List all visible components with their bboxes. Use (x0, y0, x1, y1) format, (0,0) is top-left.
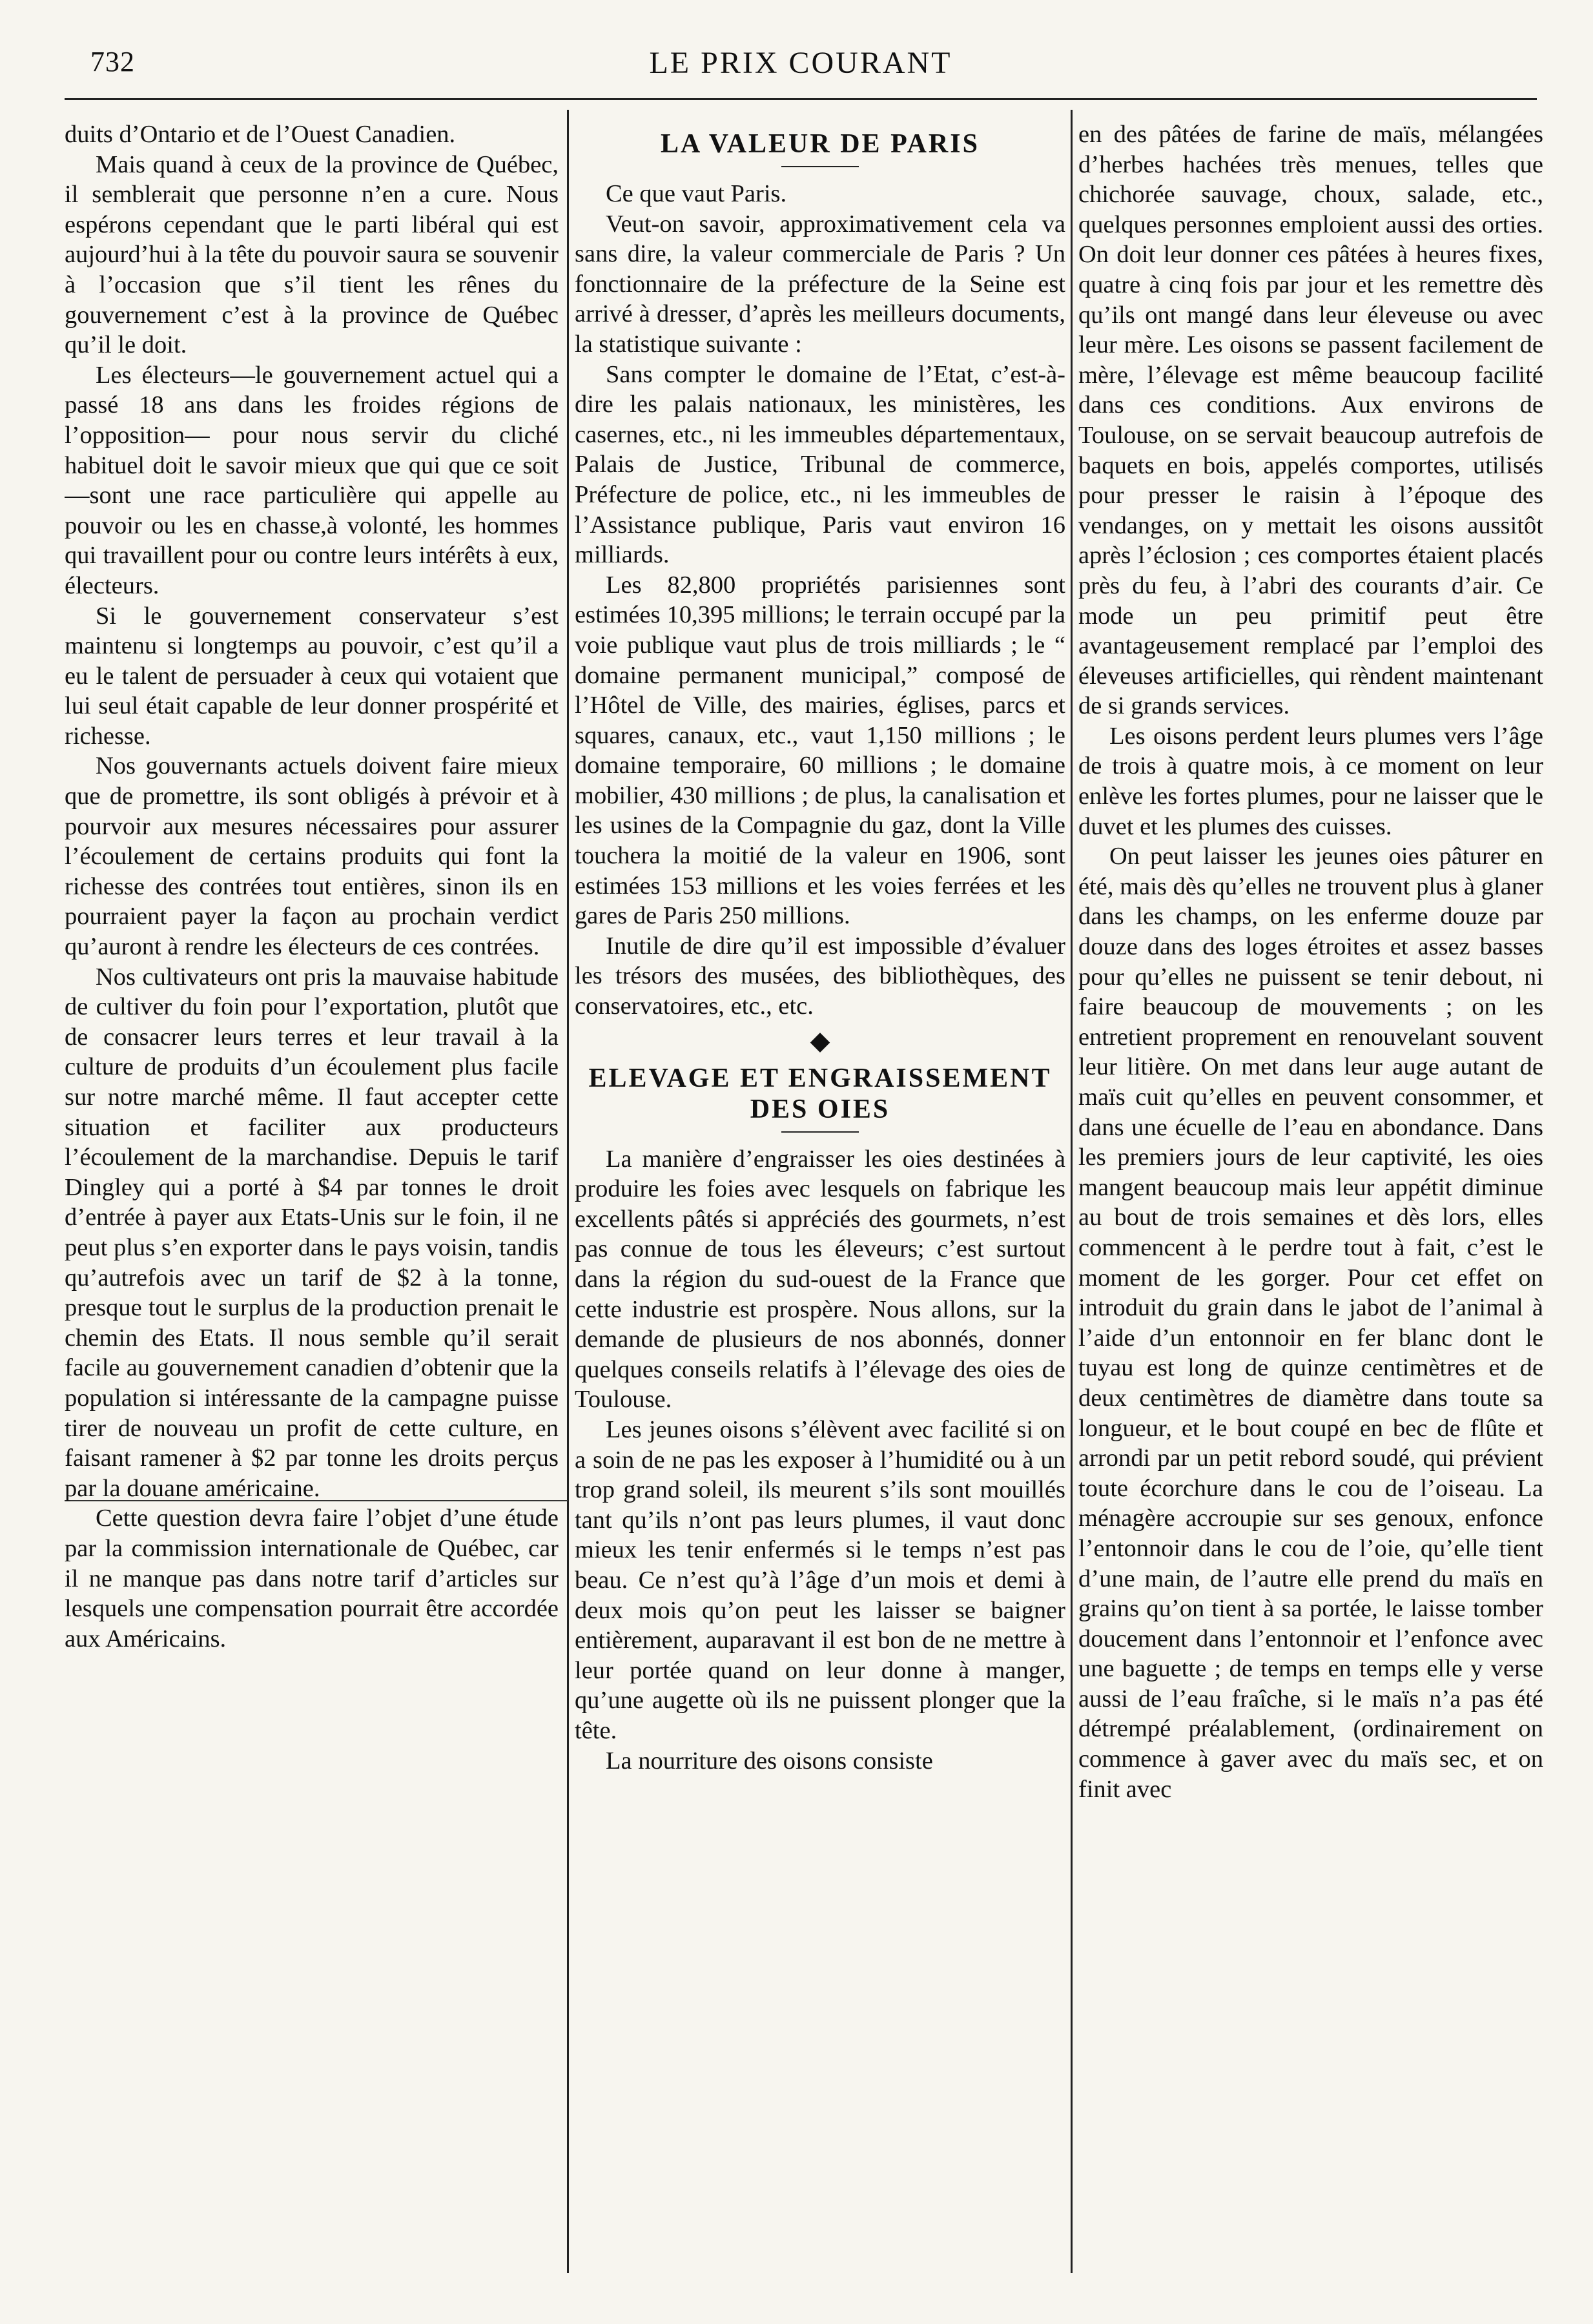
article-title-elevage-des-oies: ELEVAGE ET ENGRAISSEMENT DES OIES (588, 1063, 1052, 1124)
paragraph: Veut-on savoir, approximativement cela va sans dire, la valeur commerciale de Paris ? Un fonctionnaire de la préfecture de la Seine est arrivé à dresser, d’après les meilleurs documents, la statistique suivante : (575, 210, 1065, 358)
paragraph: La nourriture des oisons consiste (606, 1747, 933, 1774)
paragraph: Les oisons perdent leurs plumes vers l’âge de trois à quatre mois, à ce moment on leur enlève les fortes plumes, pour ne laisser que le duvet et les plumes des cuisses. (1078, 722, 1543, 840)
paragraph: Les 82,800 propriétés parisiennes sont estimées 10,395 millions; le terrain occupé par la voie publique vaut plus de trois milliards ; le “ domaine permanent municipal,” composé de l’Hôtel de Ville, des mairies, églises, parcs et squares, canaux, etc., vaut 1,150 millions ; le domaine temporaire, 60 millions ; le domaine mobilier, 430 millions ; de plus, la canalisation et les usines de la Compagnie du gaz, dont la Ville touchera la moitié de la valeur en 1906, sont estimées 153 millions et les voies ferrées et les gares de Paris 250 millions. (575, 571, 1065, 930)
paragraph: Ce que vaut Paris. (606, 180, 787, 207)
paragraph: Si le gouvernement conservateur s’est maintenu si longtemps au pouvoir, c’est qu’il a eu le talent de persuader à ceux qui votaient que lui seul était capable de leur donner prospérité et richesse. (65, 602, 559, 750)
paragraph: Cette question devra faire l’objet d’une étude par la commission internationale de Québec, car il ne manque pas dans notre tarif d’articles sur lesquels une compensation pourrait être accordée aux Américains. (65, 1505, 559, 1652)
paragraph: On peut laisser les jeunes oies pâturer en été, mais dès qu’elles ne trouvent plus à glaner dans les champs, on les enferme douze par douze dans des loges étroites et assez basses pour qu’elles ne puissent se tenir debout, ni faire beaucoup de mouvements ; on les entretient proprement en renouvelant souvent leur litière. On met dans leur auge autant de maïs cuit qu’elles en peuvent consommer, et dans une écuelle de l’eau en abondance. Dans les premiers jours de leur captivité, les oies mangent beaucoup mais leur appétit diminue au bout de trois semaines et dès lors, elles commencent à le perdre tout à fait, c’est le moment de les gorger. Pour cet effet on introduit du grain dans le jabot de l’animal à l’aide d’un entonnoir en fer blanc dont le tuyau est long de quinze centimètres et de deux centimètres de diamètre dans toute sa longueur, et le bout coupé en bec de flûte et arrondi par un petit rebord soudé, qui prévient toute écorchure dans le cou de l’oiseau. La ménagère accroupie sur ses genoux, enfonce l’entonnoir dans le cou de l’oie, qu’elle tient d’une main, de l’autre elle prend du maïs en grains qu’on tient à sa portée, le laisse tomber doucement dans l’entonnoir et l’enfonce avec une baguette ; de temps en temps elle y verse aussi de l’eau fraîche, si le maïs n’a pas été détrempé préalablement, (ordinairement on commence à gaver avec du maïs sec, et on finit avec (1078, 843, 1543, 1803)
running-title: LE PRIX COURANT (649, 46, 952, 80)
paragraph: duits d’Ontario et de l’Ouest Canadien. (65, 121, 456, 148)
title-rule (781, 1131, 859, 1133)
column-2 (575, 119, 1065, 2270)
ornament-divider: ◆ (810, 1025, 830, 1055)
header-rule (65, 98, 1537, 100)
article-title-valeur-de-paris: LA VALEUR DE PARIS (661, 129, 980, 159)
title-rule (781, 166, 859, 167)
column-divider-2 (1071, 110, 1073, 2273)
page-header (65, 45, 1537, 97)
paragraph: Inutile de dire qu’il est impossible d’évaluer les trésors des musées, des bibliothèques, des conservatoires, etc., etc. (575, 932, 1065, 1020)
paragraph: Mais quand à ceux de la province de Québec, il semblerait que personne n’en a cure. Nous espérons cependant que le parti libéral qui est aujourd’hui à la tête du pouvoir saura se souvenir à l’occasion que s’il tient les rênes du gouvernement c’est à la province de Québec qu’il le doit. (65, 150, 559, 359)
paragraph: Sans compter le domaine de l’Etat, c’est-à-dire les palais nationaux, les ministères, les casernes, etc., ni les immeubles départementaux, Palais de Justice, Tribunal de commerce, Préfecture de police, etc., ni les immeubles de l’Assistance publique, Paris vaut environ 16 milliards. (575, 360, 1065, 569)
column-divider-1 (567, 110, 569, 2273)
paragraph: Nos gouvernants actuels doivent faire mieux que de promettre, ils sont obligés à prévoir et à pourvoir aux mesures nécessaires pour assurer l’écoulement de certains produits qui font la richesse des contrées tout entières, sinon ils en pourraient payer la façon au prochain verdict qu’auront à rendre les électeurs de ces contrées. (65, 752, 559, 961)
paragraph: Nos cultivateurs ont pris la mauvaise habitude de cultiver du foin pour l’exportation, plutôt que de consacrer leurs terres et leur travail à la culture de produits d’un écoulement plus facile sur notre marché même. Il faut accepter cette situation et faciliter aux producteurs l’écoulement de la marchandise. Depuis le tarif Dingley qui a porté à $4 par tonnes le droit d’entrée à payer aux Etats-Unis sur le foin, il ne peut plus s’en exporter dans le pays voisin, tandis qu’autrefois avec un tarif de $2 à la tonne, presque tout le surplus de la production prenait le chemin des Etats. Il nous semble qu’il serait facile au gouvernement canadien d’obtenir que la population si intéressante de la campagne puisse tirer de nouveau un profit de cette culture, en faisant ramener à $2 par tonne les droits perçus par la douane américaine. (65, 963, 559, 1502)
column-3 (1078, 119, 1543, 2270)
column-1 (65, 119, 559, 2270)
paragraph: Les électeurs—le gouvernement actuel qui a passé 18 ans dans les froides régions de l’opposition— pour nous servir du cliché habituel doit le savoir mieux que qui que ce soit—sont une race particulière qui appelle au pouvoir ou les en chasse,à volonté, les hommes qui travaillent pour ou contre leurs intérêts à eux, électeurs. (65, 361, 559, 599)
paragraph: La manière d’engraisser les oies destinées à produire les foies avec lesquels on fabrique les excellents pâtés si appréciés des gourmets, n’est pas connue de tous les éleveurs; c’est surtout dans la région du sud-ouest de la France que cette industrie est prospère. Nous allons, sur la demande de plusieurs de nos abonnés, donner quelques conseils relatifs à l’élevage des oies de Toulouse. (575, 1145, 1065, 1414)
paragraph: Les jeunes oisons s’élèvent avec facilité si on a soin de ne pas les exposer à l’humidité ou à un trop grand soleil, ils meurent s’ils sont mouillés tant qu’ils n’ont pas leurs plumes, il vaut donc mieux les tenir enfermés si le temps n’est pas beau. Ce n’est qu’à l’âge d’un mois et demi à deux mois qu’on peut les laisser se baigner entièrement, auparavant il est bon de ne mettre à leur portée quand on leur donne à manger, qu’une augette où ils ne puissent plonger que la tête. (575, 1415, 1065, 1744)
page-number: 732 (90, 46, 135, 77)
paragraph: en des pâtées de farine de maïs, mélangées d’herbes hachées très menues, telles que chichorée sauvage, choux, salade, etc., quelques personnes emploient aussi des orties. On doit leur donner ces pâtées à heures fixes, quatre à cinq fois par jour et les remettre dès qu’ils ont mangé dans leur éleveuse ou avec leur mère. Les oisons se passent facilement de mère, l’élevage est même beaucoup facilité dans ces conditions. Aux environs de Toulouse, on se servait beaucoup autrefois de baquets en bois, appelés comportes, utilisés pour presser le raisin à l’époque des vendanges, on y mettait les oisons aussitôt après l’éclosion ; ces comportes étaient placés près du feu, à l’abri des courants d’air. Ce mode un peu primitif peut être avantageusement remplacé par l’emploi des éleveuses artificielles, qui rèndent maintenant de si grands services. (1078, 121, 1543, 720)
